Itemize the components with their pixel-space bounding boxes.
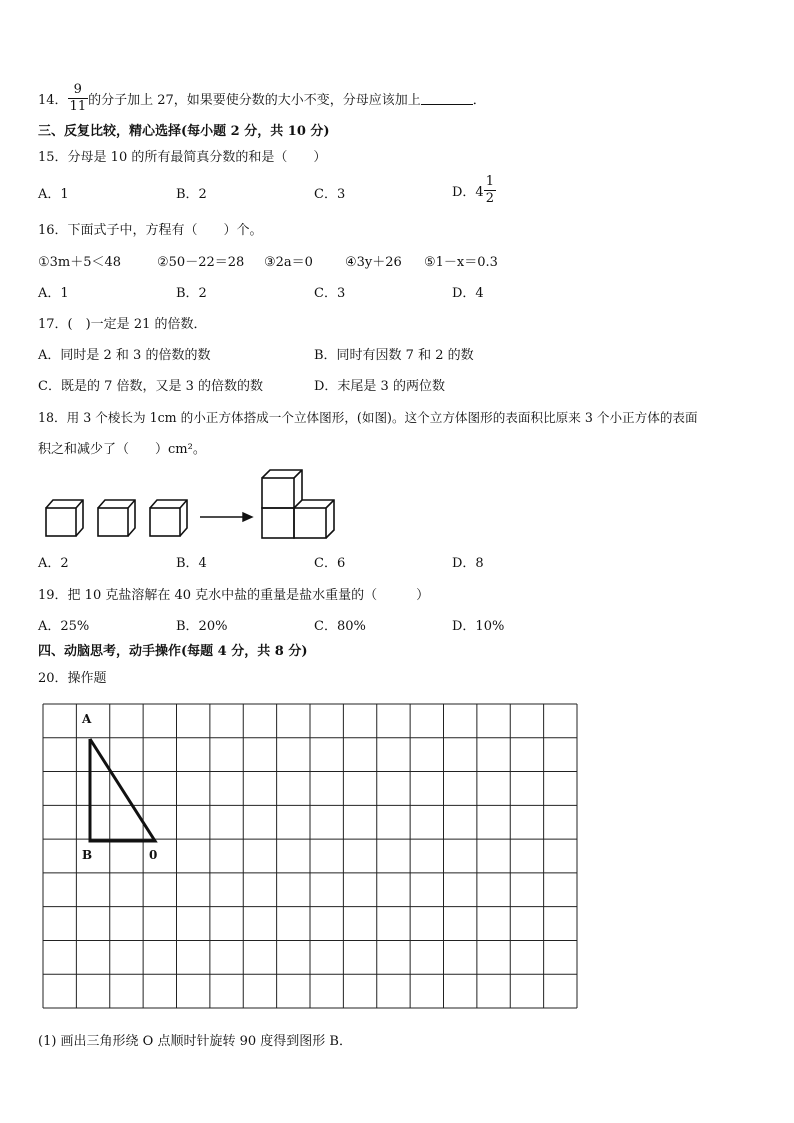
q16-expr-3: ③2a＝0 — [264, 255, 313, 270]
q14-fraction-denominator: 11 — [69, 98, 87, 114]
small-cube-3 — [150, 500, 187, 536]
vertex-label-b: B — [82, 848, 93, 862]
q18-option-c[interactable]: C．6 — [314, 556, 346, 571]
q19-option-b[interactable]: B．20% — [176, 619, 228, 634]
small-cube-2 — [98, 500, 135, 536]
cube-figure — [40, 462, 350, 542]
q20-stem: 20．操作题 — [38, 671, 107, 686]
q16-expr-1: ①3m＋5＜48 — [38, 255, 122, 270]
q18-option-d[interactable]: D．8 — [452, 556, 484, 571]
q18-option-a[interactable]: A．2 — [38, 556, 69, 571]
q16-expr-4: ④3y＋26 — [345, 255, 402, 270]
q14-fraction-numerator: 9 — [68, 82, 89, 99]
section4-heading: 四、动脑思考，动手操作(每题 4 分，共 8 分) — [38, 644, 308, 659]
q15-option-a[interactable]: A．1 — [38, 187, 69, 202]
q16-option-a[interactable]: A．1 — [38, 286, 69, 301]
q15-option-c[interactable]: C．3 — [314, 187, 346, 202]
q16-expr-2: ②50－22＝28 — [157, 255, 245, 270]
q19-stem: 19．把 10 克盐溶解在 40 克水中盐的重量是盐水重量的（ ） — [38, 588, 430, 603]
combined-cubes — [262, 470, 334, 538]
q16-option-c[interactable]: C．3 — [314, 286, 346, 301]
q17-option-a[interactable]: A．同时是 2 和 3 的倍数的数 — [38, 348, 211, 363]
q14-answer-blank[interactable] — [421, 92, 473, 105]
q14-text: 的分子加上 27，如果要使分数的大小不变，分母应该加上 — [88, 92, 421, 108]
q16-stem: 16．下面式子中，方程有（ ）个。 — [38, 223, 263, 238]
q14-fraction — [68, 82, 89, 115]
q14-line — [38, 80, 486, 116]
q16-expr-5: ⑤1－x＝0.3 — [424, 255, 498, 270]
q15-option-d-prefix: D．4 — [452, 184, 484, 200]
q15-option-d-fraction — [484, 174, 496, 207]
q19-option-a[interactable]: A．25% — [38, 619, 90, 634]
q17-option-b[interactable]: B．同时有因数 7 和 2 的数 — [314, 348, 474, 363]
q16-option-b[interactable]: B．2 — [176, 286, 207, 301]
vertex-label-o: 0 — [149, 848, 158, 862]
drawing-grid[interactable] — [42, 703, 578, 1009]
q19-option-d[interactable]: D．10% — [452, 619, 505, 634]
q17-option-c[interactable]: C．既是的 7 倍数，又是 3 的倍数的数 — [38, 379, 264, 394]
q14-number: 14． — [38, 92, 68, 108]
q16-option-d[interactable]: D．4 — [452, 286, 484, 301]
q15-option-d-numerator: 1 — [485, 173, 494, 189]
small-cube-1 — [46, 500, 83, 536]
section3-heading: 三、反复比较，精心选择(每小题 2 分，共 10 分) — [38, 124, 330, 139]
q19-option-c[interactable]: C．80% — [314, 619, 366, 634]
q18-stem-line1: 18．用 3 个棱长为 1cm 的小正方体搭成一个立体图形，(如图)。这个立方体图形的表面积比原来 3 个小正方体的表面 — [38, 410, 698, 425]
q18-stem-line2: 积之和减少了（ ）cm²。 — [38, 442, 206, 457]
triangle-shape — [90, 739, 155, 841]
q20-subquestion-1: (1) 画出三角形绕 O 点顺时针旋转 90 度得到图形 B． — [38, 1034, 352, 1049]
q15-option-d-denominator: 2 — [485, 190, 494, 206]
q15-option-d[interactable] — [452, 172, 496, 208]
q14-end: ． — [472, 92, 486, 108]
arrow-right-icon — [200, 513, 252, 521]
vertex-label-a: A — [82, 712, 92, 726]
q15-option-b[interactable]: B．2 — [176, 187, 207, 202]
q18-option-b[interactable]: B．4 — [176, 556, 207, 571]
q15-stem: 15．分母是 10 的所有最简真分数的和是（ ） — [38, 150, 327, 165]
q17-option-d[interactable]: D．末尾是 3 的两位数 — [314, 379, 445, 394]
q17-stem: 17．( )一定是 21 的倍数． — [38, 317, 207, 332]
